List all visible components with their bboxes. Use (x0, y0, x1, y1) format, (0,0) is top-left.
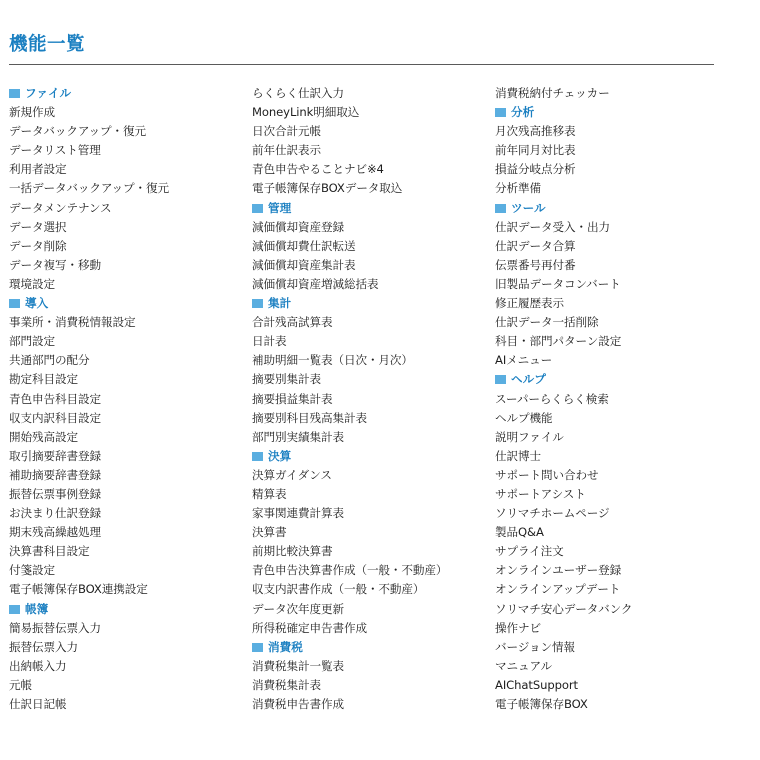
category-header (9, 294, 244, 313)
feature-item[interactable]: 収支内訳科目設定 (9, 410, 101, 425)
feature-item[interactable]: 日次合計元帳 (252, 124, 321, 139)
feature-item[interactable]: 電子帳簿保存BOXデータ取込 (252, 181, 403, 196)
feature-item[interactable]: 消費税納付チェッカー (495, 86, 610, 100)
category-header (495, 370, 730, 389)
category-header (252, 294, 487, 313)
feature-item[interactable]: 期末残高繰越処理 (9, 525, 101, 540)
feature-item[interactable]: 一括データバックアップ・復元 (9, 181, 169, 196)
feature-item[interactable]: 説明ファイル (495, 429, 564, 444)
category-label: ツール (511, 200, 546, 215)
category-square-icon (495, 375, 506, 384)
feature-item[interactable]: データバックアップ・復元 (9, 124, 146, 139)
feature-item[interactable]: 決算ガイダンス (252, 467, 332, 482)
feature-item[interactable]: オンラインアップデート (495, 582, 621, 597)
feature-item[interactable]: サポートアシスト (495, 486, 586, 501)
feature-item[interactable]: マニュアル (495, 658, 553, 673)
feature-item[interactable]: 仕訳データ受入・出力 (495, 219, 610, 234)
feature-item[interactable]: 科目・部門パターン設定 (495, 334, 622, 349)
feature-item[interactable]: データリスト管理 (9, 143, 101, 158)
category-header (495, 103, 730, 122)
feature-item[interactable]: 家事関連費計算表 (252, 506, 344, 521)
feature-item[interactable]: らくらく仕訳入力 (252, 86, 344, 100)
feature-item[interactable]: 部門設定 (9, 334, 55, 349)
feature-item[interactable]: 新規作成 (9, 105, 55, 120)
feature-item[interactable]: ソリマチ安心データバンク (495, 601, 633, 616)
feature-item[interactable]: 摘要別科目残高集計表 (252, 410, 367, 425)
feature-item[interactable]: 電子帳簿保存BOX連携設定 (9, 582, 148, 597)
category-label: 決算 (268, 448, 292, 463)
feature-item[interactable]: 補助摘要辞書登録 (9, 467, 101, 482)
feature-item[interactable]: 精算表 (252, 486, 287, 501)
category-square-icon (495, 204, 506, 213)
feature-item[interactable]: 決算書科目設定 (9, 544, 90, 559)
feature-item[interactable]: 仕訳日記帳 (9, 697, 67, 711)
feature-item[interactable]: 減価償却資産増減総括表 (252, 276, 379, 291)
feature-item[interactable]: 電子帳簿保存BOX (495, 697, 588, 711)
feature-item[interactable]: 摘要損益集計表 (252, 391, 333, 406)
feature-item[interactable]: 旧製品データコンバート (495, 276, 621, 291)
feature-item[interactable]: 分析準備 (495, 181, 541, 196)
category-label: 分析 (511, 105, 535, 120)
feature-item[interactable]: 事業所・消費税情報設定 (9, 315, 136, 330)
feature-item[interactable]: 環境設定 (9, 276, 55, 291)
feature-item[interactable]: 仕訳データ一括削除 (495, 315, 599, 330)
feature-column-1 (9, 84, 244, 714)
feature-item[interactable]: ヘルプ機能 (495, 410, 553, 425)
feature-item[interactable]: サプライ注文 (495, 544, 564, 559)
category-label: 導入 (25, 296, 49, 311)
category-square-icon (9, 299, 20, 308)
feature-item[interactable]: データ次年度更新 (252, 601, 344, 616)
feature-item[interactable]: データ選択 (9, 219, 67, 234)
feature-item[interactable]: 減価償却資産登録 (252, 219, 344, 234)
category-square-icon (9, 89, 20, 98)
feature-item[interactable]: AIChatSupport (495, 677, 578, 692)
feature-item[interactable]: スーパーらくらく検索 (495, 391, 609, 406)
feature-item[interactable]: 共通部門の配分 (9, 353, 90, 368)
category-square-icon (495, 108, 506, 117)
feature-item[interactable]: 振替伝票事例登録 (9, 486, 101, 501)
feature-item[interactable]: データメンテナンス (9, 200, 112, 215)
feature-item[interactable]: 損益分岐点分析 (495, 162, 576, 177)
feature-column-3 (495, 84, 730, 714)
feature-item[interactable]: 前年仕訳表示 (252, 143, 321, 158)
category-header (9, 600, 244, 619)
title-divider (9, 64, 714, 65)
feature-item[interactable]: データ削除 (9, 238, 67, 253)
feature-item[interactable]: 青色申告やることナビ※4 (252, 162, 384, 177)
category-label: ファイル (25, 86, 72, 100)
category-header (9, 84, 244, 103)
feature-item[interactable]: 収支内訳書作成（一般・不動産） (252, 582, 425, 597)
feature-item[interactable]: 開始残高設定 (9, 429, 78, 444)
feature-item[interactable]: AIメニュー (495, 353, 553, 368)
feature-item[interactable]: ソリマチホームページ (495, 506, 610, 521)
feature-item[interactable]: 決算書 (252, 525, 287, 540)
feature-item[interactable]: サポート問い合わせ (495, 467, 599, 482)
feature-item[interactable]: 合計残高試算表 (252, 315, 333, 330)
feature-item[interactable]: 仕訳博士 (495, 448, 541, 463)
feature-item[interactable]: 前年同月対比表 (495, 143, 576, 158)
feature-item[interactable]: 消費税申告書作成 (252, 697, 344, 711)
category-square-icon (252, 299, 263, 308)
category-label: 管理 (268, 200, 292, 215)
category-header (495, 199, 730, 218)
feature-item[interactable]: 製品Q&A (495, 525, 544, 540)
feature-item[interactable]: 修正履歴表示 (495, 296, 564, 311)
feature-item[interactable]: 減価償却資産集計表 (252, 257, 356, 272)
feature-item[interactable]: 操作ナビ (495, 620, 541, 635)
feature-item[interactable]: 簡易振替伝票入力 (9, 620, 101, 635)
feature-item[interactable]: 伝票番号再付番 (495, 257, 576, 272)
category-header (252, 638, 487, 657)
feature-item[interactable]: 前期比較決算書 (252, 544, 333, 559)
feature-item[interactable]: 減価償却費仕訳転送 (252, 238, 356, 253)
feature-item[interactable]: 仕訳データ合算 (495, 238, 576, 253)
feature-item[interactable]: オンラインユーザー登録 (495, 563, 622, 578)
feature-item[interactable]: 取引摘要辞書登録 (9, 448, 101, 463)
feature-item[interactable]: MoneyLink明細取込 (252, 105, 360, 120)
feature-item[interactable]: 出納帳入力 (9, 658, 67, 673)
feature-item[interactable]: 青色申告決算書作成（一般・不動産） (252, 563, 448, 578)
feature-item[interactable]: 所得税確定申告書作成 (252, 620, 367, 635)
category-square-icon (252, 643, 263, 652)
category-square-icon (9, 605, 20, 614)
category-label: ヘルプ (511, 372, 546, 387)
feature-column-2 (252, 84, 487, 714)
category-square-icon (252, 452, 263, 461)
category-label: 帳簿 (25, 601, 49, 616)
feature-item[interactable]: 日計表 (252, 334, 287, 349)
page-title: 機能一覧 (9, 34, 86, 55)
feature-item[interactable]: 振替伝票入力 (9, 639, 78, 654)
feature-item[interactable]: データ複写・移動 (9, 257, 101, 272)
feature-item[interactable]: 利用者設定 (9, 162, 67, 177)
feature-item[interactable]: 消費税集計表 (252, 677, 321, 692)
category-label: 集計 (268, 296, 292, 311)
category-label: 消費税 (268, 639, 303, 654)
feature-item[interactable]: 付箋設定 (9, 563, 55, 578)
feature-item[interactable]: 摘要別集計表 (252, 372, 321, 387)
feature-item[interactable]: 部門別実績集計表 (252, 429, 344, 444)
category-header (252, 199, 487, 218)
feature-item[interactable]: 消費税集計一覧表 (252, 658, 344, 673)
feature-item[interactable]: バージョン情報 (495, 639, 575, 654)
feature-item[interactable]: 補助明細一覧表（日次・月次） (252, 353, 413, 368)
feature-item[interactable]: 青色申告科目設定 (9, 391, 101, 406)
category-header (252, 447, 487, 466)
feature-item[interactable]: お決まり仕訳登録 (9, 506, 101, 521)
feature-item[interactable]: 元帳 (9, 677, 32, 692)
feature-item[interactable]: 月次残高推移表 (495, 124, 576, 139)
feature-item[interactable]: 勘定科目設定 (9, 372, 78, 387)
category-square-icon (252, 204, 263, 213)
